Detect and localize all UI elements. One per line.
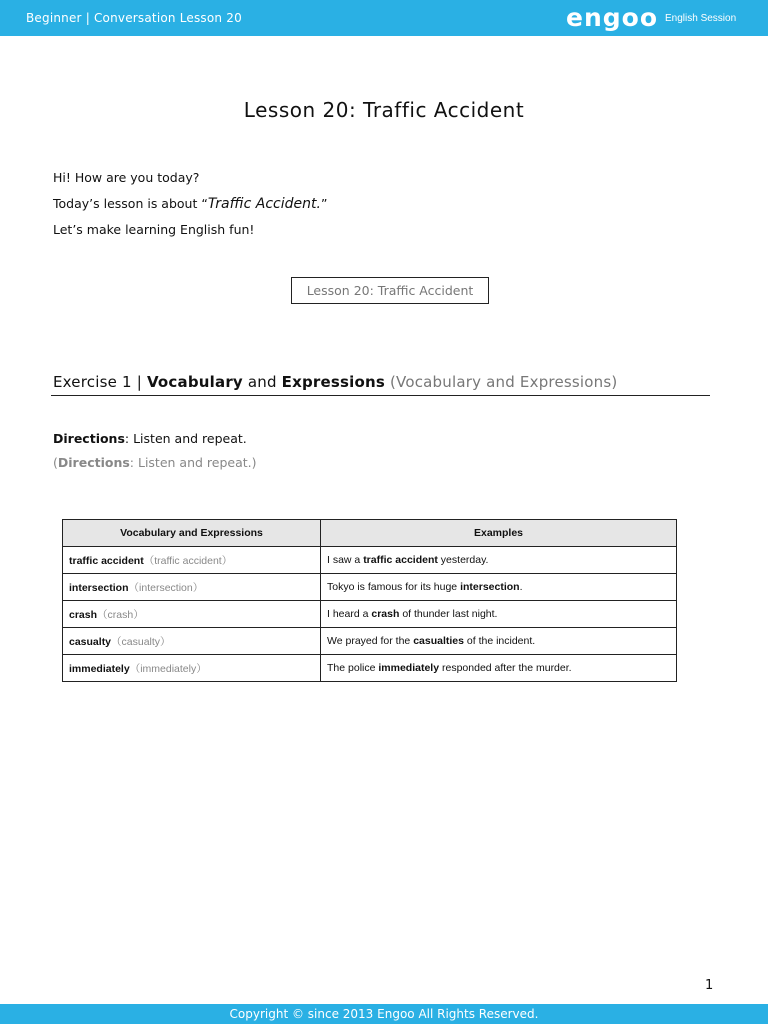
example-post: yesterday. xyxy=(437,554,489,566)
intro-line-1: Hi! How are you today? xyxy=(53,170,200,185)
example-bold: traffic accident xyxy=(363,554,438,566)
exercise-word-vocabulary: Vocabulary xyxy=(146,373,243,391)
exercise-word-expressions: Expressions xyxy=(281,373,386,391)
vocab-gloss: （crash） xyxy=(97,608,144,621)
vocab-term: traffic accident xyxy=(69,554,144,567)
intro-line-2 xyxy=(53,191,327,217)
directions-tr-text: : Listen and repeat.) xyxy=(129,455,257,470)
example-pre: I heard a xyxy=(327,608,372,620)
vocab-gloss: （casualty） xyxy=(111,635,171,648)
page-number: 1 xyxy=(705,978,714,993)
directions-tr-label: Directions xyxy=(57,455,130,470)
example-bold: crash xyxy=(371,608,400,620)
vocab-cell xyxy=(63,574,321,601)
header-examples: Examples xyxy=(321,520,677,547)
example-cell xyxy=(321,655,677,682)
vocab-cell xyxy=(63,547,321,574)
vocab-gloss: （intersection） xyxy=(128,581,204,594)
directions-tr-open: ( xyxy=(53,455,58,470)
table-row xyxy=(63,574,677,601)
table-row xyxy=(63,601,677,628)
exercise-separator: | xyxy=(136,373,142,391)
exercise-word-and: and xyxy=(247,373,277,391)
table-row xyxy=(63,655,677,682)
example-pre: The police xyxy=(327,662,379,674)
table-row xyxy=(63,547,677,574)
header-vocabulary: Vocabulary and Expressions xyxy=(63,520,321,547)
exercise-translation: (Vocabulary and Expressions) xyxy=(389,373,618,391)
exercise-divider xyxy=(51,395,710,396)
copyright-text: Copyright © since 2013 Engoo All Rights Reserved. xyxy=(229,1007,539,1021)
page-title: Lesson 20: Traffic Accident xyxy=(243,98,525,122)
lesson-title-box: Lesson 20: Traffic Accident xyxy=(291,277,489,304)
example-bold: immediately xyxy=(378,662,440,674)
example-pre: Tokyo is famous for its huge xyxy=(327,581,461,593)
vocab-cell xyxy=(63,601,321,628)
directions-label: Directions xyxy=(53,431,125,446)
directions-text: : Listen and repeat. xyxy=(124,431,247,446)
directions xyxy=(53,427,257,475)
vocabulary-table xyxy=(62,519,677,682)
intro-line-2-prefix: Today’s lesson is about “ xyxy=(53,196,208,211)
example-cell xyxy=(321,574,677,601)
example-post: . xyxy=(519,581,523,593)
vocab-cell xyxy=(63,655,321,682)
vocab-gloss: （immediately） xyxy=(129,662,207,675)
header-bar xyxy=(0,0,768,36)
intro-line-3: Let’s make learning English fun! xyxy=(53,222,255,237)
engoo-logo: engoo xyxy=(566,3,658,32)
example-cell xyxy=(321,601,677,628)
intro-topic: Traffic Accident. xyxy=(207,196,321,212)
exercise-label: Exercise 1 xyxy=(53,373,132,391)
directions-translation xyxy=(53,451,257,475)
intro-text xyxy=(53,165,327,243)
example-bold: intersection xyxy=(460,581,520,593)
vocab-term: intersection xyxy=(69,581,129,594)
table-header-row xyxy=(63,520,677,547)
example-bold: casualties xyxy=(413,635,464,647)
intro-line-2-suffix: ” xyxy=(320,196,328,211)
exercise-heading xyxy=(53,373,617,391)
directions-line xyxy=(53,427,257,451)
brand-tagline: English Session xyxy=(665,13,737,24)
vocab-gloss: （traffic accident） xyxy=(143,554,233,567)
vocab-term: casualty xyxy=(69,635,112,648)
footer-bar xyxy=(0,1004,768,1024)
example-cell xyxy=(321,628,677,655)
vocab-term: crash xyxy=(69,608,98,621)
example-pre: I saw a xyxy=(327,554,364,566)
example-cell xyxy=(321,547,677,574)
vocab-cell xyxy=(63,628,321,655)
table-row xyxy=(63,628,677,655)
example-post: of thunder last night. xyxy=(399,608,498,620)
course-label: Beginner | Conversation Lesson 20 xyxy=(26,11,242,25)
example-pre: We prayed for the xyxy=(327,635,414,647)
example-post: of the incident. xyxy=(463,635,536,647)
example-post: responded after the murder. xyxy=(439,662,572,674)
vocab-term: immediately xyxy=(69,662,130,675)
